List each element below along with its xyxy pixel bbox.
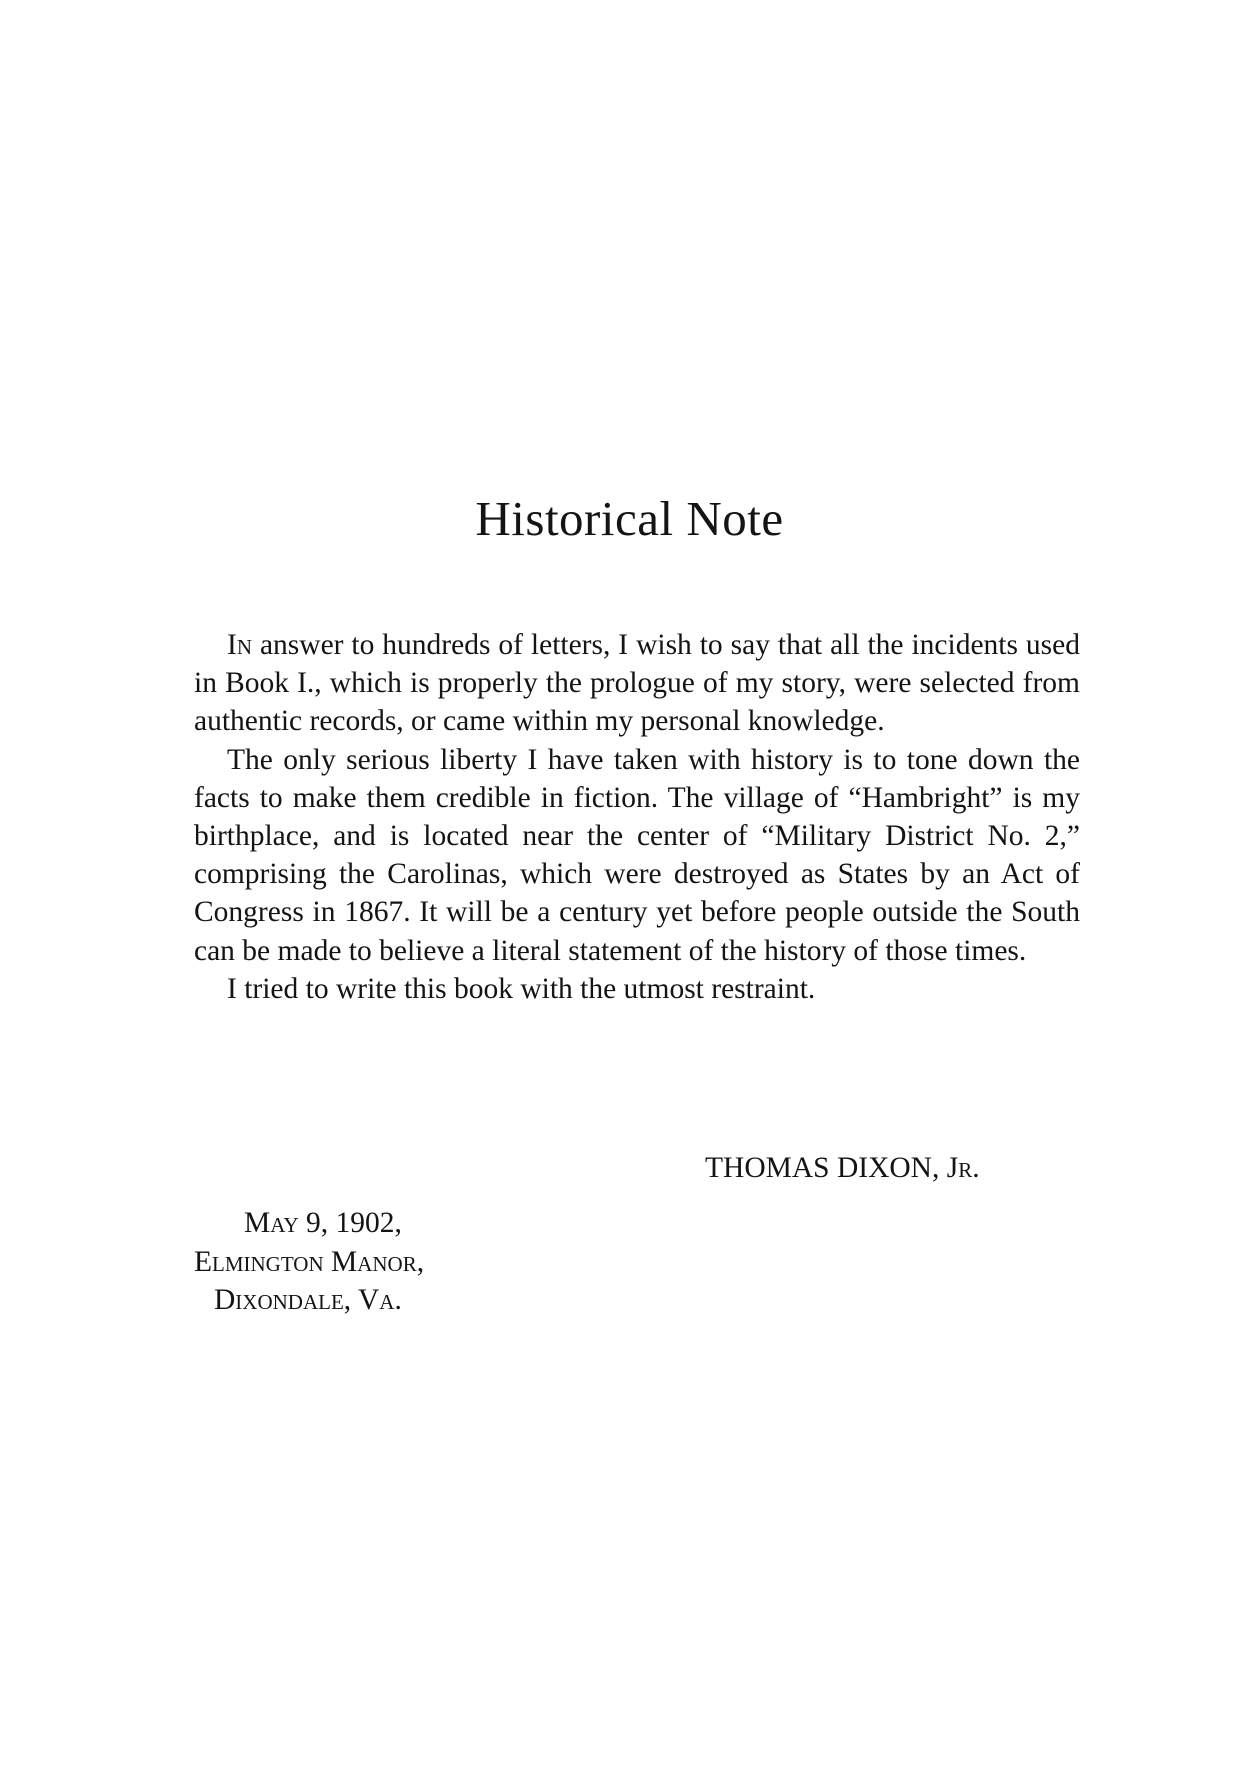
dateline-location: Dixondale, Va. [214, 1284, 402, 1316]
paragraph-1 [194, 626, 1080, 741]
paragraph-3 [194, 970, 1080, 1008]
paragraph-3-text: I tried to write this book with the utmost restraint. [227, 972, 816, 1005]
paragraph-2-text: The only serious liberty I have taken with history is to tone down the facts to make them credible in fiction. The village of “Hambright” is my birthplace, and is located near the center of “Military District No. 2,” comprising the Carolinas, which were destroyed as States by an Act of Congress in 1867. It will be a century yet before people outside the South can be made to believe a literal statement of the history of those times. [194, 743, 1080, 967]
dateline [194, 1204, 424, 1320]
paragraph-2 [194, 741, 1080, 970]
paragraph-1-lead: In [227, 629, 252, 661]
author-name: THOMAS DIXON, [705, 1152, 940, 1184]
author-signature [705, 1152, 980, 1185]
author-suffix: Jr. [946, 1152, 980, 1184]
page-title: Historical Note [475, 491, 784, 546]
historical-note-body [194, 626, 1080, 1008]
dateline-date: May 9, 1902, [244, 1207, 402, 1239]
paragraph-1-text: answer to hundreds of letters, I wish to say that all the incidents used in Book I., which is properly the prologue of my story, were selected from authentic records, or came within my personal knowledge. [194, 629, 1080, 738]
dateline-place: Elmington Manor, [194, 1245, 425, 1278]
